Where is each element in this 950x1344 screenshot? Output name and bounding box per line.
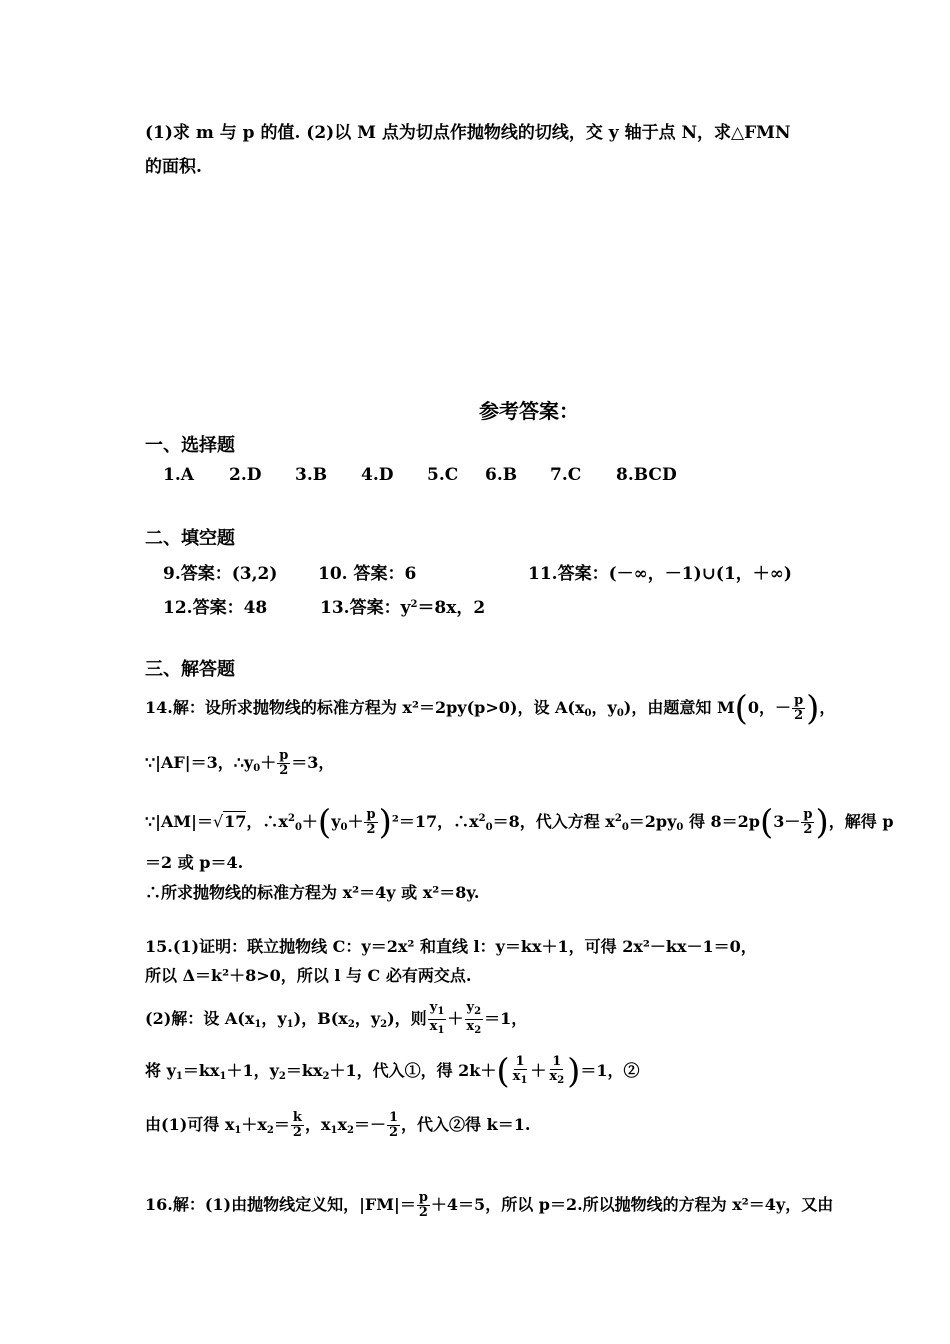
q14-line1: 14.解：设所求抛物线的标准方程为 x²＝2py(p>0)，设 $A(x_0$，$y_0$)，由题意知 M(0，－ $\frac{p}{2}$ )，: [145, 688, 836, 729]
choice-answer: 7.C: [550, 465, 582, 485]
q14-line2: ∵|AF|＝3，$\therefore y_0+$ $\frac{p}{2}$ ＝3，: [145, 748, 335, 778]
q15-line1: 15.(1)证明：联立抛物线 C：y＝2x² 和直线 l：y＝kx＋1，可得 2x²－kx－1＝0，: [145, 937, 757, 956]
q14-line3: ∵|AM|＝√17，$\therefore x^2_0+(y_0+$ $\frac{p}{2}$ )²＝17，$\therefore x^2_0=8$，代入方程 $x^2_0=2py_0$ 得 8＝2p(3－ $\frac{p}{2}$ )，解得 p: [145, 802, 894, 843]
fill-answer-12: 12.答案：48: [163, 598, 268, 618]
section-choice-heading: 一、选择题: [145, 435, 235, 456]
fill-answer-11: 11.答案：(－∞，－1)∪(1，＋∞): [528, 564, 792, 584]
choice-answer: 2.D: [229, 465, 262, 485]
choice-answer: 8.BCD: [616, 465, 677, 485]
q15-line2: 所以 Δ＝k²＋8>0，所以 l 与 C 必有两交点.: [145, 966, 472, 985]
answers-title: 参考答案：: [479, 399, 579, 423]
q15-line4: 将 $y_1=kx_1+1$，$y_2=kx_2+1$，代入①，得 2k＋( $\frac{1}{x_1}$ ＋ $\frac{1}{x_2}$ )＝1，②: [145, 1051, 640, 1092]
choice-answer: 6.B: [485, 465, 518, 485]
choice-answer: 1.A: [163, 465, 194, 485]
q16-text-line2: 的面积.: [145, 157, 202, 177]
fill-answer-10: 10. 答案：6: [318, 564, 417, 584]
section-solve-heading: 三、解答题: [145, 659, 235, 680]
fill-answer-9: 9.答案：(3,2): [163, 564, 278, 584]
q14-line4: ＝2 或 p＝4.: [145, 853, 244, 872]
fill-answer-13: 13.答案：$y^2=8x$，2: [320, 598, 486, 618]
q15-line5: 由(1)可得 $x_1+x_2=$ $\frac{k}{2}$ ，$x_1x_2=-$ $\frac{1}{2}$ ，代入②得 k＝1.: [145, 1110, 531, 1140]
choice-answer: 5.C: [427, 465, 459, 485]
q15-line3: (2)解：设 $A(x_1$，$y_1$)，$B(x_2$，$y_2$)，则 $\frac{y_1}{x_1}$ ＋ $\frac{y_2}{x_2}$ ＝1，: [145, 1000, 528, 1036]
choice-answer: 3.B: [295, 465, 328, 485]
q16-solution-line1: 16.解：(1)由抛物线定义知，|FM|＝ $\frac{p}{2}$ ＋4＝5，所以 p＝2.所以抛物线的方程为 x²＝4y，又由: [145, 1190, 834, 1220]
q14-line5: ∴所求抛物线的标准方程为 x²＝4y 或 x²＝8y.: [145, 883, 480, 902]
q16-text-line1: (1)求 m 与 p 的值. (2)以 M 点为切点作抛物线的切线，交 y 轴于点 N，求△FMN: [145, 123, 791, 143]
choice-answer: 4.D: [361, 465, 394, 485]
section-fill-heading: 二、填空题: [145, 528, 235, 549]
